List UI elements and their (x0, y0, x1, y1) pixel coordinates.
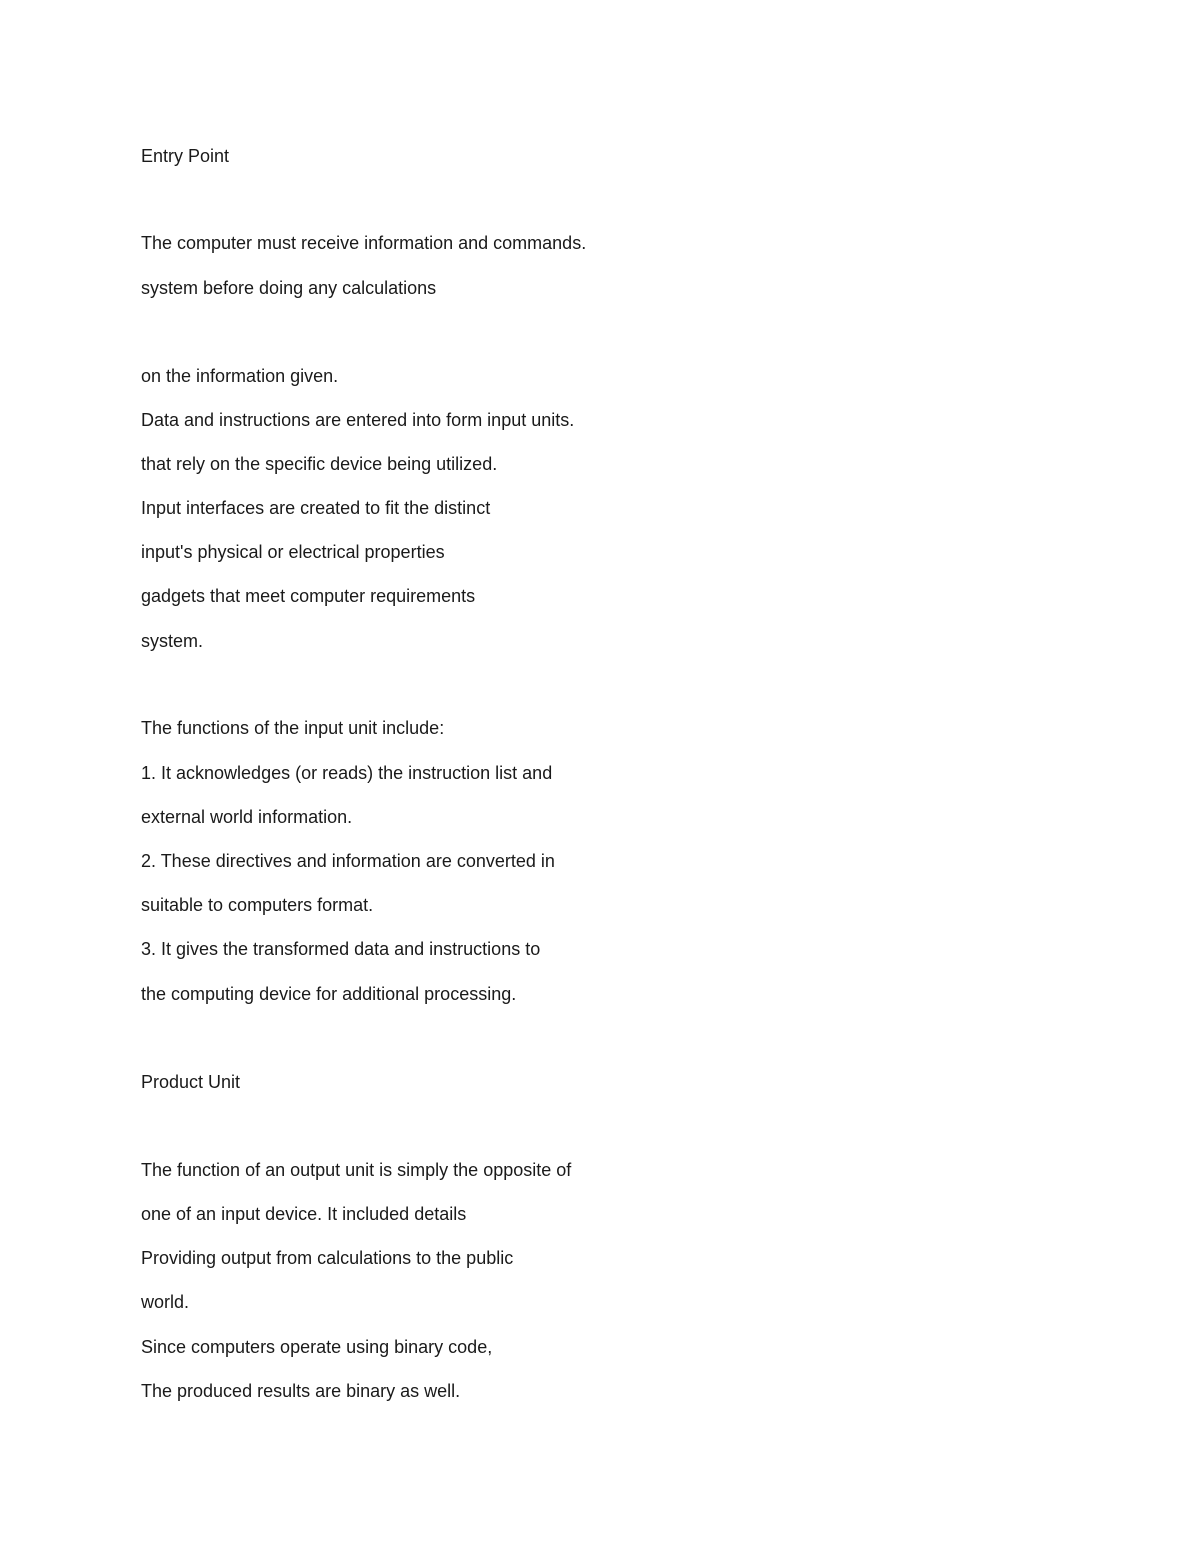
paragraph-line: input's physical or electrical properties (141, 542, 445, 562)
list-item-line: suitable to computers format. (141, 895, 374, 915)
paragraph-line: The function of an output unit is simply the opposite of (141, 1160, 572, 1180)
list-item-line: 1. It acknowledges (or reads) the instruction list and (141, 763, 553, 783)
list-item-line: 2. These directives and information are converted in (141, 851, 555, 871)
list-intro-line: The functions of the input unit include: (141, 718, 445, 738)
list-item-line: the computing device for additional processing. (141, 984, 517, 1004)
paragraph-line: world. (141, 1292, 190, 1312)
paragraph-line: on the information given. (141, 366, 339, 386)
paragraph-line: system. (141, 631, 204, 651)
section-heading-entry-point: Entry Point (141, 146, 230, 166)
paragraph-line: Input interfaces are created to fit the distinct (141, 498, 491, 518)
paragraph-line: Providing output from calculations to the public (141, 1248, 514, 1268)
paragraph-line: that rely on the specific device being utilized. (141, 454, 498, 474)
paragraph-line: gadgets that meet computer requirements (141, 586, 476, 606)
paragraph-line: The computer must receive information and commands. (141, 233, 587, 253)
list-item-line: external world information. (141, 807, 353, 827)
paragraph-line: one of an input device. It included details (141, 1204, 467, 1224)
paragraph-line: The produced results are binary as well. (141, 1381, 461, 1401)
section-heading-product-unit: Product Unit (141, 1072, 241, 1092)
list-item-line: 3. It gives the transformed data and instructions to (141, 939, 541, 959)
paragraph-line: Since computers operate using binary code, (141, 1337, 493, 1357)
paragraph-line: system before doing any calculations (141, 278, 437, 298)
paragraph-line: Data and instructions are entered into form input units. (141, 410, 575, 430)
